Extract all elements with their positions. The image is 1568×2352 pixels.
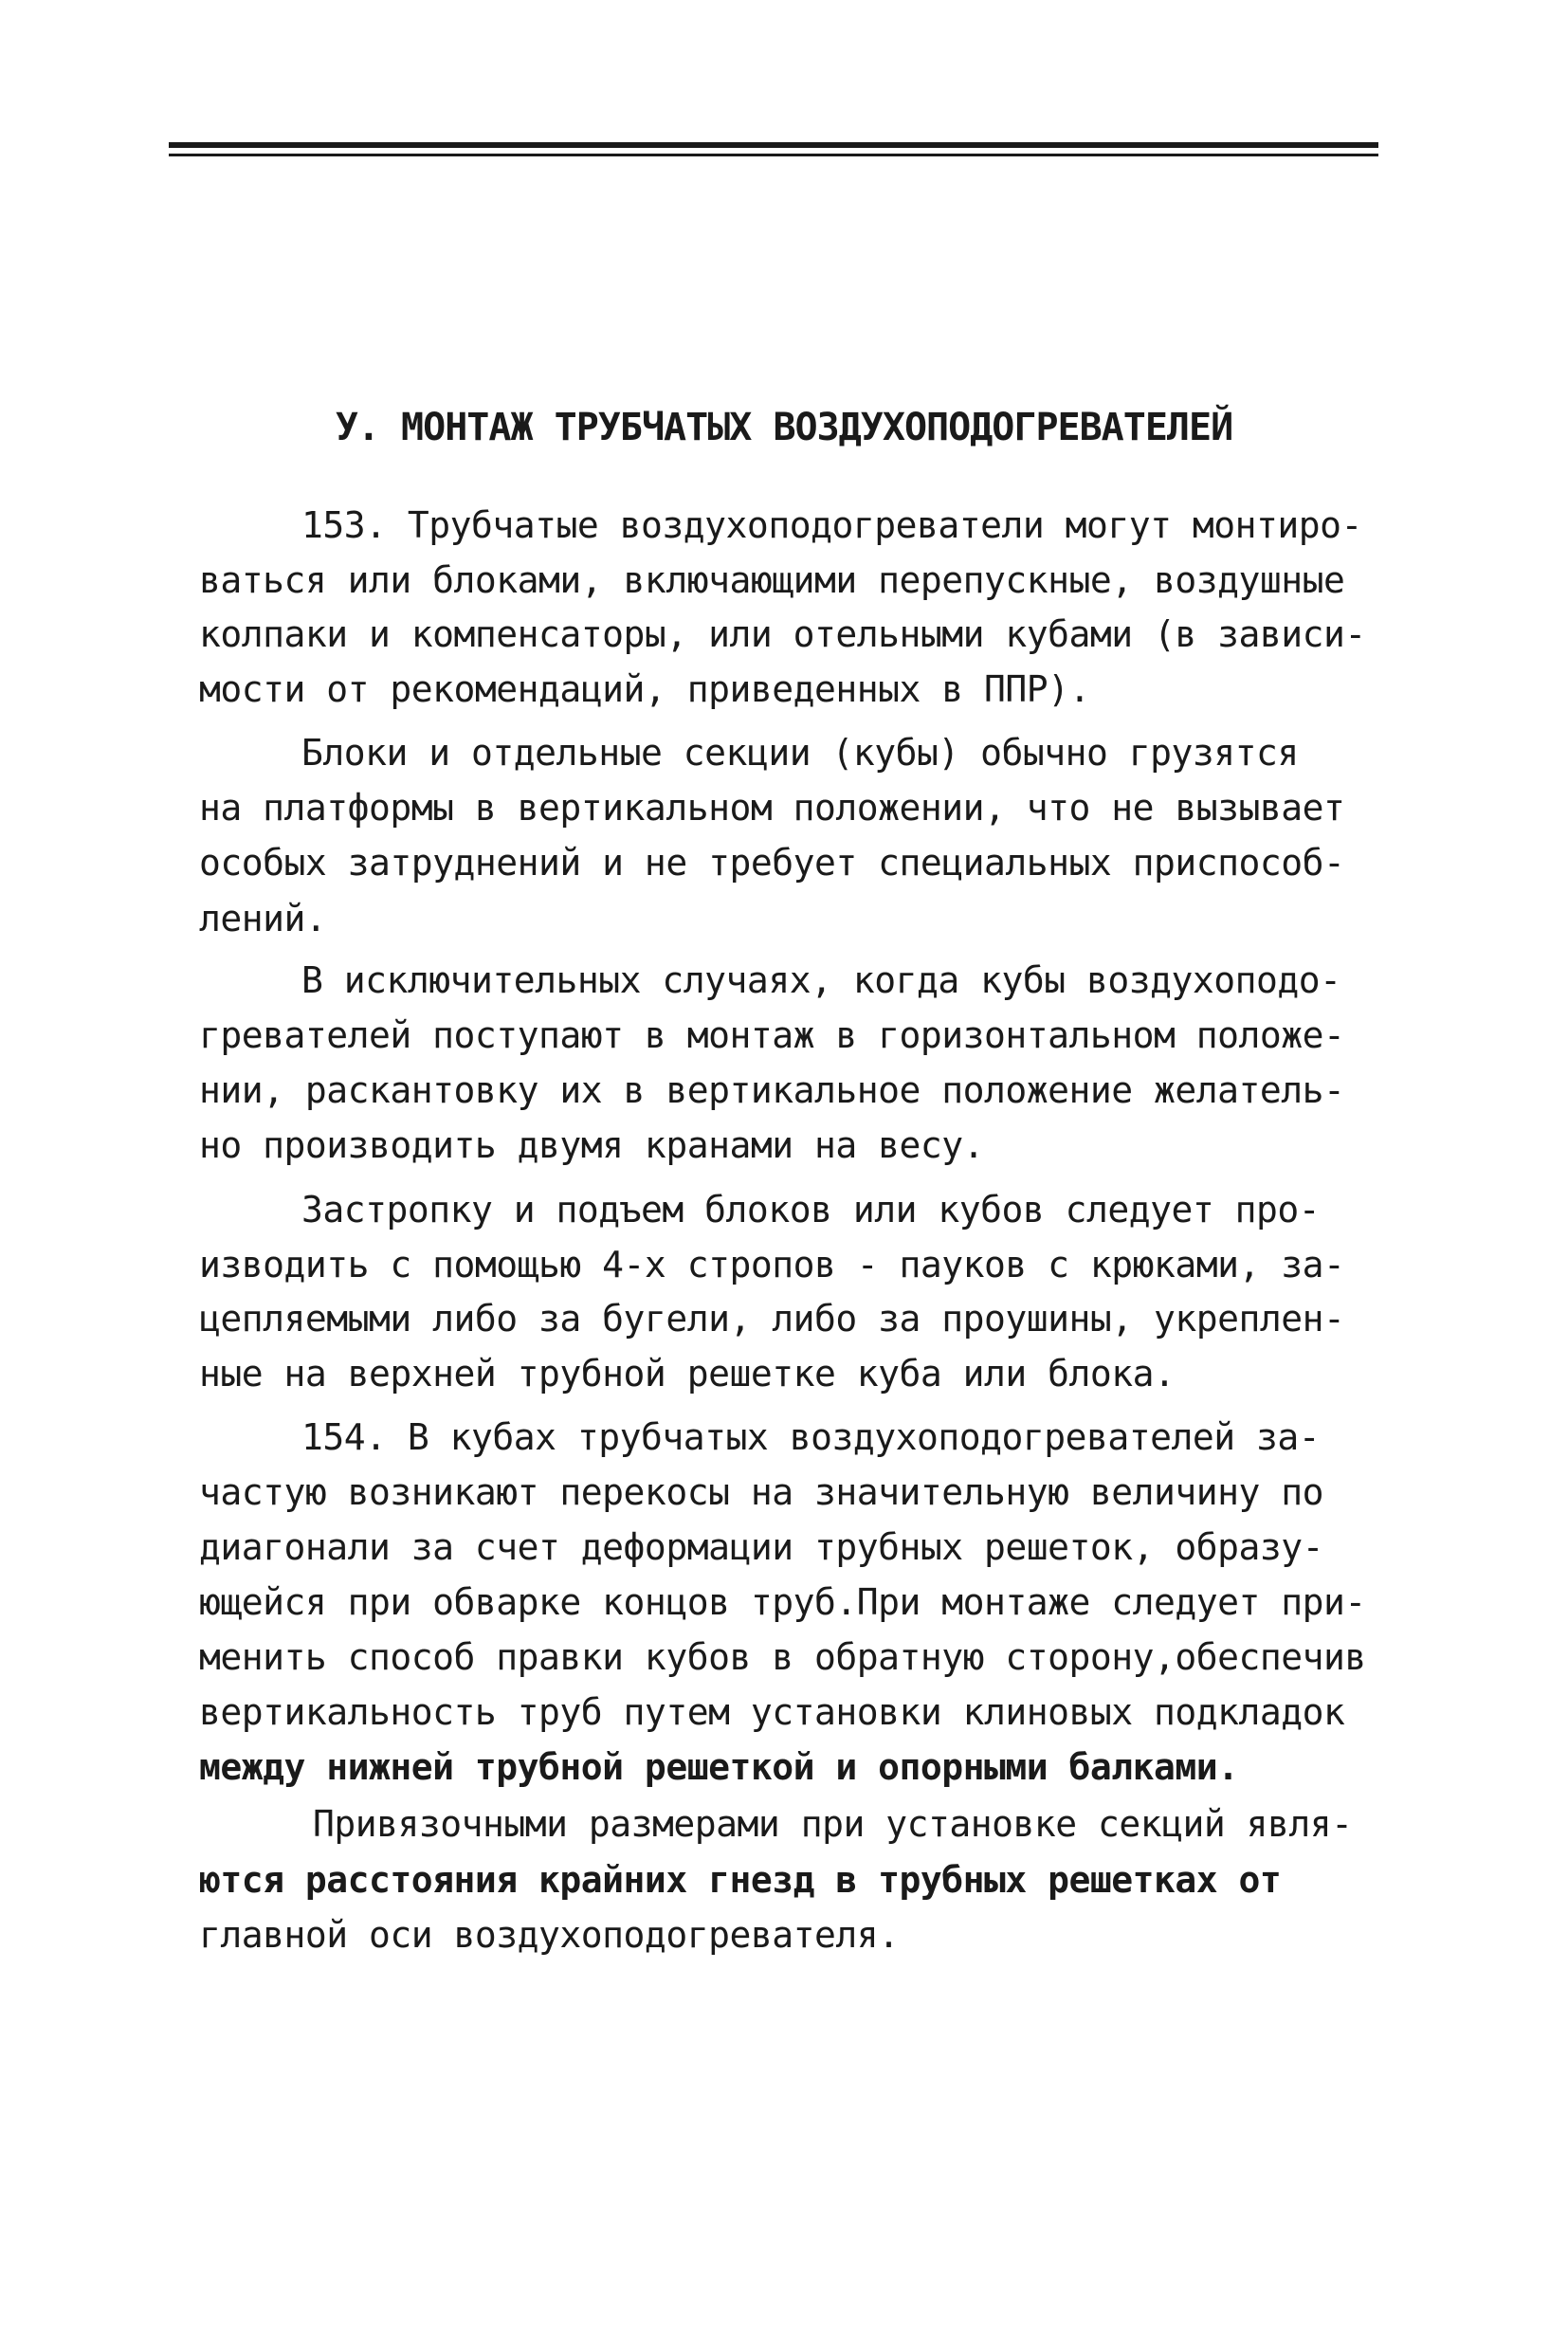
text-line: Застропку и подъем блоков или кубов следует про- — [301, 1189, 1321, 1231]
text-line: менить способ правки кубов в обратную сторону,обеспечив — [199, 1636, 1366, 1678]
text-line: нии, раскантовку их в вертикальное положение желатель- — [199, 1069, 1345, 1111]
text-line: вертикальность труб путем установки клиновых подкладок — [199, 1691, 1345, 1733]
text-line: В исключительных случаях, когда кубы воздухоподо- — [301, 959, 1341, 1001]
text-line: цепляемыми либо за бугели, либо за проушины, укреплен- — [199, 1298, 1345, 1340]
text-line: мости от рекомендаций, приведенных в ППР). — [199, 668, 1090, 710]
text-line: но производить двумя кранами на весу. — [199, 1124, 984, 1166]
text-line: ваться или блоками, включающими перепускные, воздушные — [199, 559, 1345, 601]
text-line: гревателей поступают в монтаж в горизонтальном положе- — [199, 1014, 1345, 1056]
text-line: между нижней трубной решеткой и опорными балками. — [199, 1746, 1239, 1788]
text-line: ются расстояния крайних гнезд в трубных решетках от — [199, 1859, 1282, 1901]
text-line: главной оси воздухоподогревателя. — [199, 1914, 900, 1956]
text-line: ные на верхней трубной решетке куба или блока. — [199, 1353, 1176, 1395]
text-line: частую возникают перекосы на значительную величину по — [199, 1471, 1324, 1513]
text-line: ющейся при обварке концов труб.При монтаже следует при- — [199, 1581, 1366, 1623]
text-line: 153. Трубчатые воздухоподогреватели могут монтиро- — [301, 504, 1362, 546]
text-line: 154. В кубах трубчатых воздухоподогревателей за- — [301, 1416, 1321, 1458]
text-line: Привязочными размерами при установке секций явля- — [313, 1803, 1353, 1845]
text-line: на платформы в вертикальном положении, что не вызывает — [199, 787, 1345, 829]
text-line: Блоки и отдельные секции (кубы) обычно грузятся — [301, 732, 1299, 774]
text-line: изводить с помощью 4-х стропов - пауков с крюками, за- — [199, 1244, 1345, 1285]
text-line: диагонали за счет деформации трубных решеток, образу- — [199, 1526, 1324, 1568]
header-rule-thin — [169, 154, 1378, 156]
text-line: лений. — [199, 898, 327, 939]
text-line: особых затруднений и не требует специальных приспособ- — [199, 842, 1345, 884]
text-line: колпаки и компенсаторы, или отельными кубами (в зависи- — [199, 613, 1366, 655]
section-heading: У. МОНТАЖ ТРУБЧАТЫХ ВОЗДУХОПОДОГРЕВАТЕЛЕЙ — [335, 406, 1233, 449]
header-rule-thick — [169, 142, 1378, 148]
